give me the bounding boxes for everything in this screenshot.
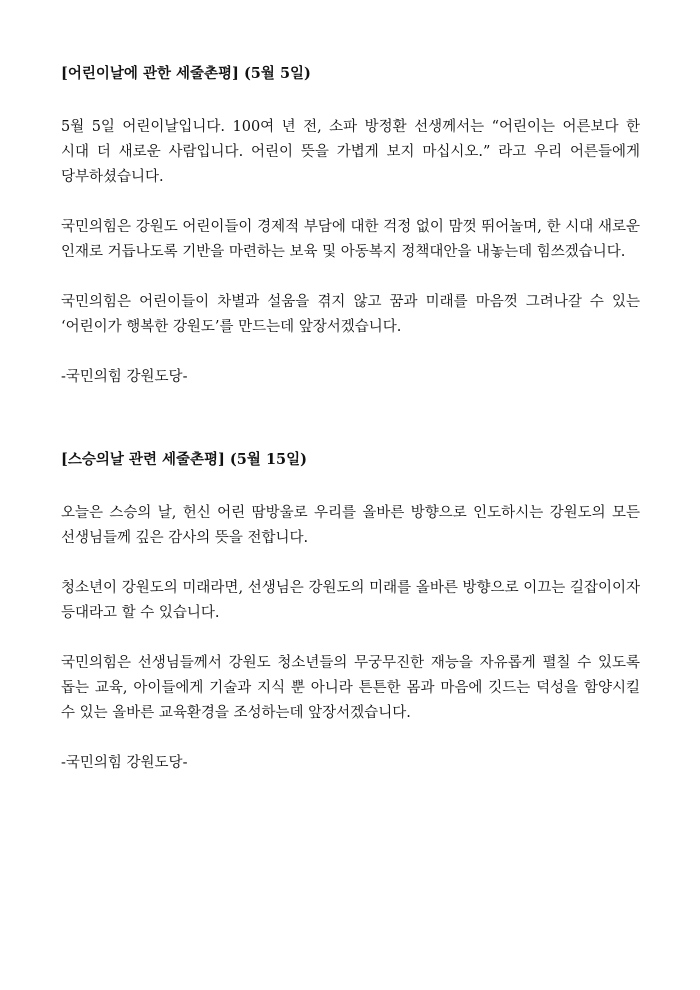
paragraph: 국민의힘은 선생님들께서 강원도 청소년들의 무궁무진한 재능을 자유롭게 펼칠 수 있도록 돕는 교육, 아이들에게 기술과 지식 뿐 아니라 튼튼한 몸과 마음에 깃드는 덕성을 함양시킬 수 있는 올바른 교육환경을 조성하는데 앞장서겠습니다. xyxy=(61,655,640,721)
paragraph: 5월 5일 어린이날입니다. 100여 년 전, 소파 방정환 선생께서는 “어린이는 어른보다 한 시대 더 새로운 사람입니다. 어린이 뜻을 가볍게 보지 마십시오.” 라고 우리 어른들에게 당부하셨습니다. xyxy=(61,119,640,185)
section-childrens-day xyxy=(61,64,640,390)
paragraph: 국민의힘은 어린이들이 차별과 설움을 겪지 않고 꿈과 미래를 마음껏 그려나갈 수 있는 ‘어린이가 행복한 강원도’를 만드는데 앞장서겠습니다. xyxy=(61,294,640,335)
paragraph: 청소년이 강원도의 미래라면, 선생님은 강원도의 미래를 올바른 방향으로 이끄는 길잡이이자 등대라고 할 수 있습니다. xyxy=(61,580,640,621)
section-title: [스승의날 관련 세줄촌평] (5월 15일) xyxy=(61,451,307,468)
paragraph: 오늘은 스승의 날, 헌신 어린 땀방울로 우리를 올바른 방향으로 인도하시는 강원도의 모든 선생님들께 깊은 감사의 뜻을 전합니다. xyxy=(61,505,640,546)
signature: -국민의힘 강원도당- xyxy=(61,369,188,385)
section-teachers-day xyxy=(61,450,640,776)
section-title: [어린이날에 관한 세줄촌평] (5월 5일) xyxy=(61,65,311,82)
paragraph: 국민의힘은 강원도 어린이들이 경제적 부담에 대한 걱정 없이 맘껏 뛰어놀며, 한 시대 새로운 인재로 거듭나도록 기반을 마련하는 보육 및 아동복지 정책대안을 내놓는데 힘쓰겠습니다. xyxy=(61,219,640,260)
signature: -국민의힘 강원도당- xyxy=(61,755,188,771)
